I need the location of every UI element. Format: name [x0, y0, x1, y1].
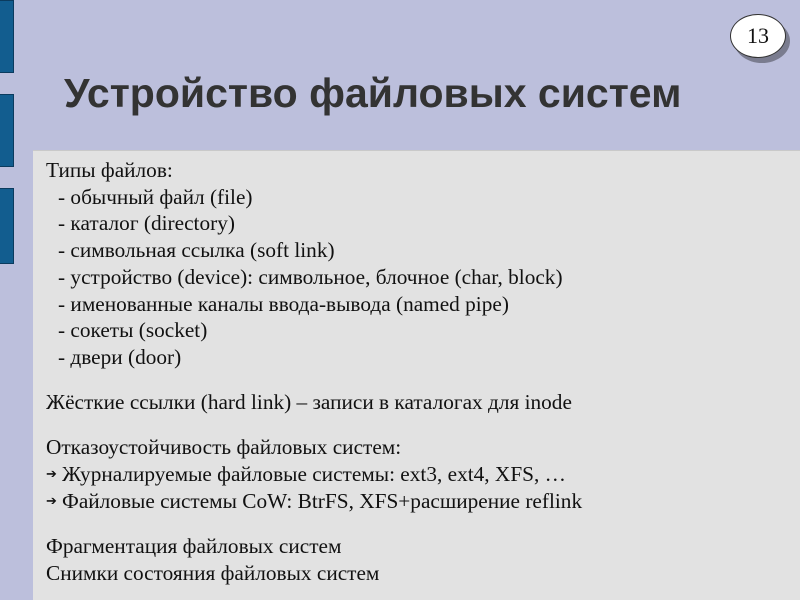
bullet-item-text: Файловые системы CoW: BtrFS, XFS+расширение reflink	[62, 488, 583, 513]
list-item: - обычный файл (file)	[58, 184, 253, 209]
list-item: - символьная ссылка (soft link)	[58, 238, 335, 263]
side-decoration-bar	[0, 188, 14, 264]
list-item: - устройство (device): символьное, блочное (char, block)	[58, 264, 563, 289]
list-item: - сокеты (socket)	[58, 318, 208, 343]
arrow-bullet-icon: ➔	[46, 466, 57, 482]
bullet-item	[46, 461, 800, 488]
content-panel	[33, 150, 800, 600]
spacer	[46, 514, 800, 533]
spacer	[46, 416, 800, 435]
page-number-badge	[730, 14, 786, 58]
slide-title: Устройство файловых систем	[64, 70, 682, 116]
side-decoration-bar	[0, 94, 14, 167]
spacer	[46, 371, 800, 390]
bullet-item-text: Журналируемые файловые системы: ext3, ext4, XFS, …	[62, 462, 566, 487]
side-decoration-bar	[0, 0, 14, 73]
fault-tolerance-heading: Отказоустойчивость файловых систем:	[46, 435, 402, 460]
snapshots-text: Снимки состояния файловых систем	[46, 560, 380, 585]
file-types-heading: Типы файлов:	[46, 158, 173, 182]
arrow-bullet-icon: ➔	[46, 492, 57, 508]
hard-links-text: Жёсткие ссылки (hard link) – записи в каталогах для inode	[46, 390, 572, 415]
page-number: 13	[730, 14, 786, 58]
list-item: - именованные каналы ввода-вывода (named pipe)	[58, 291, 509, 316]
fragmentation-text: Фрагментация файловых систем	[46, 533, 342, 558]
list-item: - каталог (directory)	[58, 211, 235, 236]
bullet-item	[46, 488, 800, 515]
list-item: - двери (door)	[58, 344, 182, 369]
